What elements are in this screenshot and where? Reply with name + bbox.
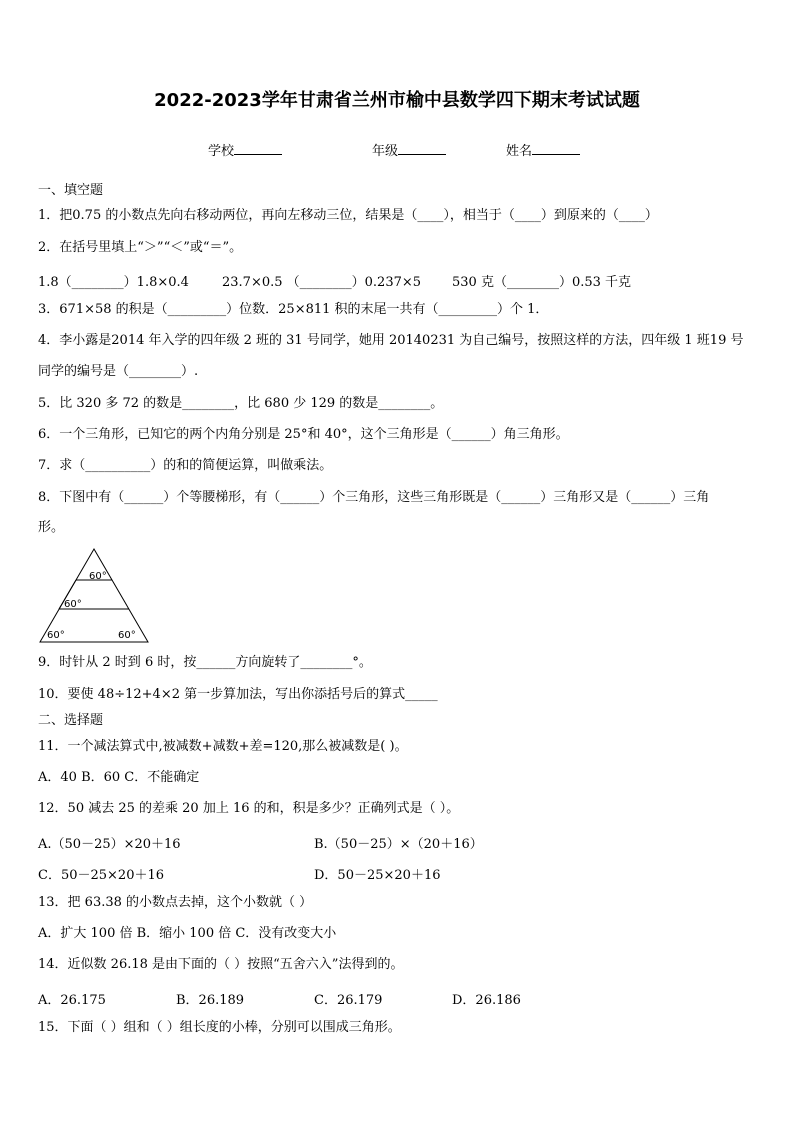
name-label: 姓名 <box>506 144 533 159</box>
question-12: 12．50 减去 25 的差乘 20 加上 16 的和，积是多少？正确列式是（ ）。 <box>38 801 460 816</box>
question-12-option-a: A.（50－25）×20＋16 <box>38 837 181 852</box>
question-11: 11．一个减法算式中,被减数+减数+差=120,那么被减数是( )。 <box>38 739 408 754</box>
question-3: 3．671×58 的积是（_________）位数．25×811 积的末尾一共有（_________）个 1． <box>38 302 549 317</box>
question-6: 6．一个三角形，已知它的两个内角分别是 25°和 40°，这个三角形是（______）角三角形。 <box>38 427 569 442</box>
triangle-figure <box>38 547 150 645</box>
question-12-option-d: D．50－25×20＋16 <box>314 868 441 883</box>
question-2-item-2: 23.7×0.5 （________）0.237×5 <box>222 275 422 290</box>
question-11-options: A．40 B．60 C．不能确定 <box>38 770 200 785</box>
grade-blank[interactable] <box>398 140 446 155</box>
outer-triangle <box>40 549 148 642</box>
question-7: 7．求（__________）的和的简便运算，叫做乘法。 <box>38 458 333 473</box>
name-field <box>506 140 580 159</box>
question-14: 14．近似数 26.18 是由下面的（ ）按照“五舍六入”法得到的。 <box>38 957 404 972</box>
school-field <box>208 140 282 159</box>
question-12-option-b: B.（50－25）×（20＋16） <box>314 837 483 852</box>
question-2-item-1: 1.8（________）1.8×0.4 <box>38 275 189 290</box>
section-heading-choice: 二、选择题 <box>38 713 104 728</box>
question-2: 2．在括号里填上“＞”“＜”或“＝”。 <box>38 240 243 255</box>
question-14-option-c: C．26.179 <box>314 993 383 1008</box>
question-13-options: A．扩大 100 倍 B．缩小 100 倍 C．没有改变大小 <box>38 926 337 941</box>
name-blank[interactable] <box>532 140 580 155</box>
question-14-option-d: D．26.186 <box>452 993 521 1008</box>
question-9: 9．时针从 2 时到 6 时，按______方向旋转了________°。 <box>38 655 372 670</box>
grade-field <box>372 140 446 159</box>
question-4-line-1: 4．李小露是2014 年入学的四年级 2 班的 31 号同学，她用 20140231 为自己编号，按照这样的方法，四年级 1 班19 号 <box>38 333 744 348</box>
section-heading-fill-blank: 一、填空题 <box>38 183 104 198</box>
school-label: 学校 <box>208 144 235 159</box>
angle-label-mid: 60° <box>64 599 82 610</box>
grade-label: 年级 <box>372 144 399 159</box>
question-8-line-1: 8．下图中有（______）个等腰梯形，有（______）个三角形，这些三角形既是（______）三角形又是（______）三角 <box>38 490 710 505</box>
question-5: 5．比 320 多 72 的数是________，比 680 少 129 的数是________。 <box>38 396 444 411</box>
question-13: 13．把 63.38 的小数点去掉，这个小数就（ ） <box>38 895 313 910</box>
question-14-option-a: A．26.175 <box>38 993 106 1008</box>
angle-label-bottom-left: 60° <box>47 630 65 641</box>
page-title: 2022-2023学年甘肃省兰州市榆中县数学四下期末考试试题 <box>154 90 640 111</box>
question-4-line-2: 同学的编号是（________）. <box>38 364 199 379</box>
question-10: 10．要使 48÷12+4×2 第一步算加法，写出你添括号后的算式_____ <box>38 687 438 702</box>
angle-label-top: 60° <box>89 571 107 582</box>
angle-label-bottom-right: 60° <box>118 630 136 641</box>
question-12-option-c: C．50－25×20＋16 <box>38 868 165 883</box>
question-2-item-3: 530 克（________）0.53 千克 <box>452 275 632 290</box>
question-14-option-b: B．26.189 <box>176 993 245 1008</box>
school-blank[interactable] <box>234 140 282 155</box>
question-1: 1．把0.75 的小数点先向右移动两位，再向左移动三位，结果是（____），相当于（____）到原来的（____） <box>38 208 658 223</box>
question-8-line-2: 形。 <box>38 520 65 535</box>
question-15: 15．下面（ ）组和（ ）组长度的小棒，分别可以围成三角形。 <box>38 1020 401 1035</box>
